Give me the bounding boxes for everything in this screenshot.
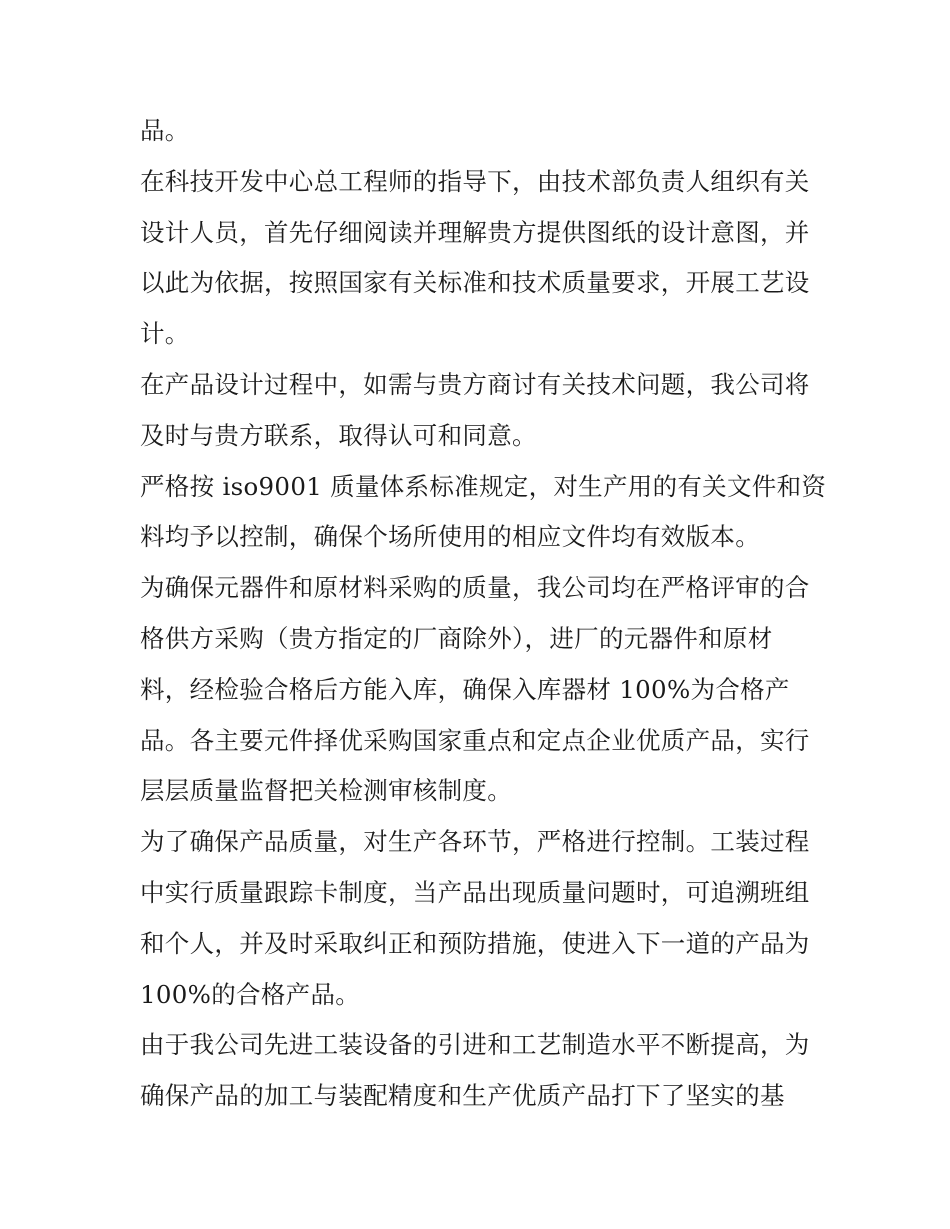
text-line-1: 品。	[140, 116, 190, 145]
text-line-20: 确保产品的加工与装配精度和生产优质产品打下了坚实的基	[140, 1081, 785, 1111]
text-line-5: 计。	[140, 319, 190, 349]
text-line-8: 严格按 iso9001 质量体系标准规定，对生产用的有关文件和资	[140, 471, 827, 501]
text-line-17: 和个人，并及时采取纠正和预防措施，使进入下一道的产品为	[140, 928, 810, 958]
text-line-6: 在产品设计过程中，如需与贵方商讨有关技术问题，我公司将	[140, 369, 810, 399]
text-line-2: 在科技开发中心总工程师的指导下，由技术部负责人组织有关	[140, 166, 810, 196]
text-line-7: 及时与贵方联系，取得认可和同意。	[140, 420, 537, 450]
text-line-18: 100%的合格产品。	[140, 979, 361, 1009]
text-line-10: 为确保元器件和原材料采购的质量，我公司均在严格评审的合	[140, 573, 810, 603]
text-line-13: 品。各主要元件择优采购国家重点和定点企业优质产品，实行	[140, 725, 810, 755]
text-line-3: 设计人员，首先仔细阅读并理解贵方提供图纸的设计意图，并	[140, 217, 810, 247]
text-line-4: 以此为依据，按照国家有关标准和技术质量要求，开展工艺设	[140, 268, 810, 298]
text-line-9: 料均予以控制，确保个场所使用的相应文件均有效版本。	[140, 522, 760, 552]
text-line-15: 为了确保产品质量，对生产各环节，严格进行控制。工装过程	[140, 827, 810, 857]
document-body	[140, 106, 827, 1122]
text-line-19: 由于我公司先进工装设备的引进和工艺制造水平不断提高，为	[140, 1030, 810, 1060]
text-line-14: 层层质量监督把关检测审核制度。	[140, 776, 512, 806]
text-line-16: 中实行质量跟踪卡制度，当产品出现质量问题时，可追溯班组	[140, 877, 810, 907]
text-line-12: 料，经检验合格后方能入库，确保入库器材 100%为合格产	[140, 674, 790, 704]
text-line-11: 格供方采购（贵方指定的厂商除外），进厂的元器件和原材	[140, 623, 773, 653]
